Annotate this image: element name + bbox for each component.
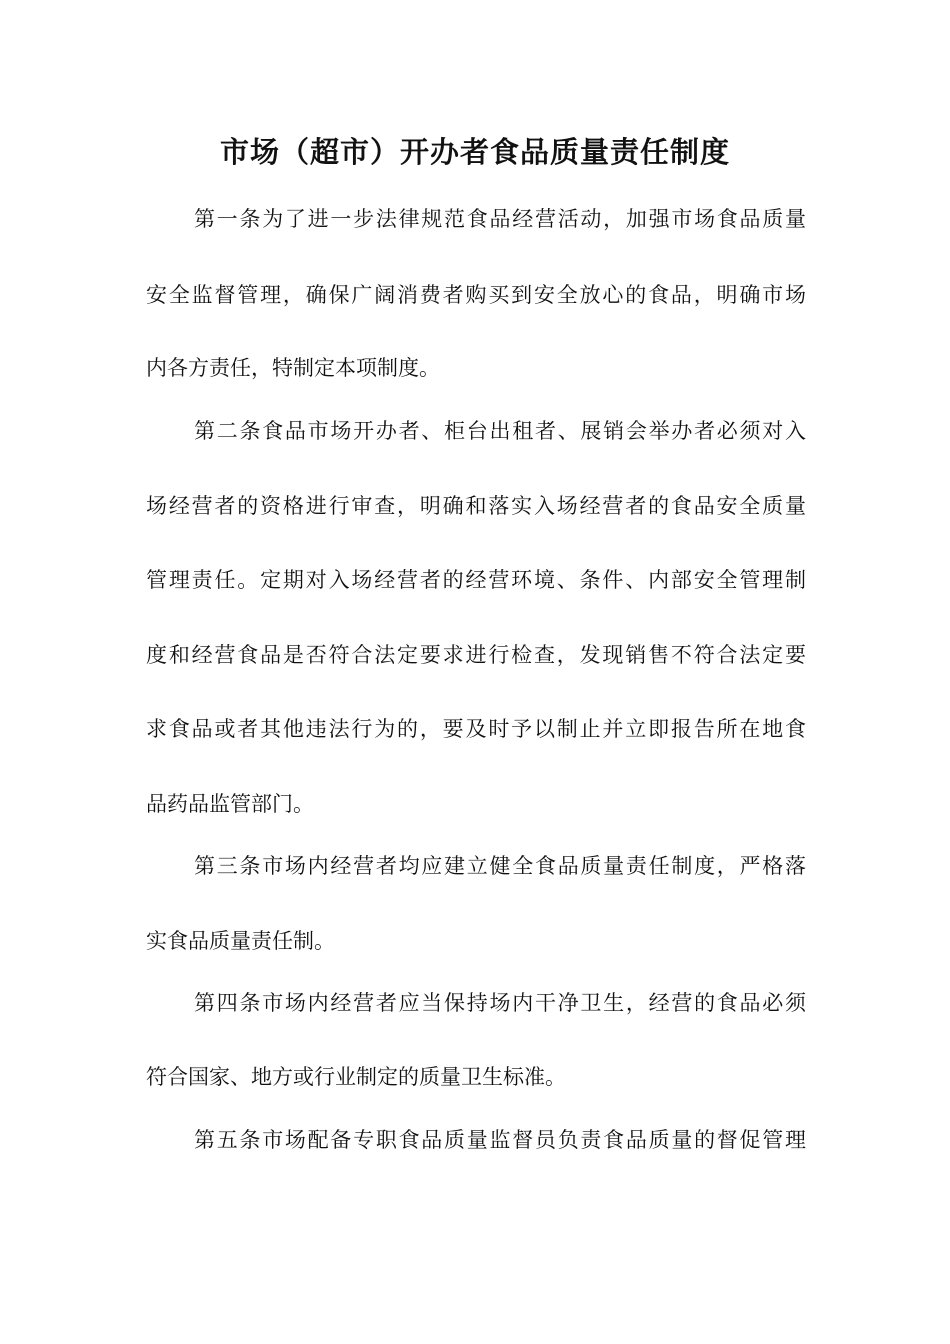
article-1-line-2: 安全监督管理，确保广阔消费者购买到安全放心的食品，明确市场 xyxy=(146,283,806,307)
article-2-line-2: 场经营者的资格进行审查，明确和落实入场经营者的食品安全质量 xyxy=(146,494,806,518)
article-2-line-6: 品药品监管部门。 xyxy=(146,792,314,816)
article-5-line-1: 第五条市场配备专职食品质量监督员负责食品质量的督促管理 xyxy=(194,1128,806,1152)
article-2-line-1: 第二条食品市场开办者、柜台出租者、展销会举办者必须对入 xyxy=(194,419,806,443)
article-1-line-1: 第一条为了进一步法律规范食品经营活动，加强市场食品质量 xyxy=(194,207,806,231)
article-3-line-1: 第三条市场内经营者均应建立健全食品质量责任制度，严格落 xyxy=(194,854,806,878)
article-2-line-5: 求食品或者其他违法行为的，要及时予以制止并立即报告所在地食 xyxy=(146,717,806,741)
document-title: 市场（超市）开办者食品质量责任制度 xyxy=(219,135,730,169)
article-4-line-1: 第四条市场内经营者应当保持场内干净卫生，经营的食品必须 xyxy=(194,991,806,1015)
article-2-line-4: 度和经营食品是否符合法定要求进行检查，发现销售不符合法定要 xyxy=(146,643,806,667)
article-1-line-3: 内各方责任，特制定本项制度。 xyxy=(146,356,440,380)
article-2-line-3: 管理责任。定期对入场经营者的经营环境、条件、内部安全管理制 xyxy=(146,568,806,592)
article-3-line-2: 实食品质量责任制。 xyxy=(146,929,335,953)
article-4-line-2: 符合国家、地方或行业制定的质量卫生标准。 xyxy=(146,1065,566,1089)
